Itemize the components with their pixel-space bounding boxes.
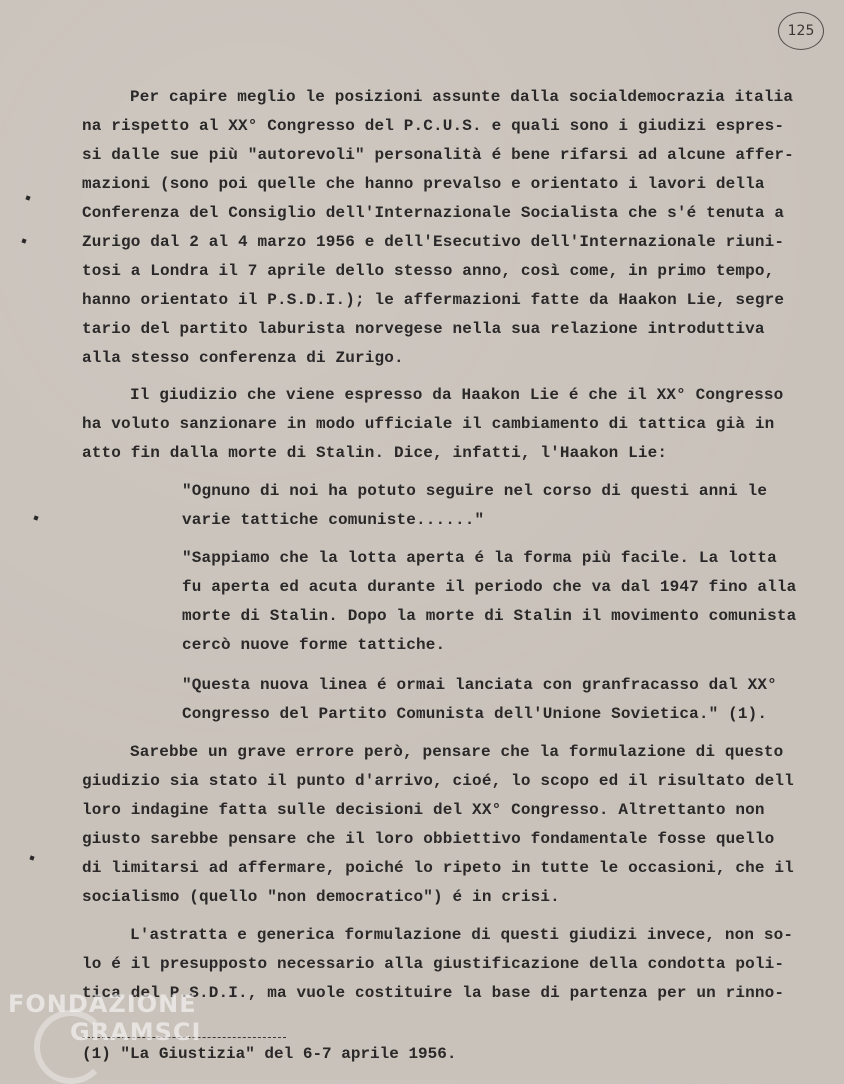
text-line: lo é il presupposto necessario alla giustificazione della condotta poli- xyxy=(82,955,785,973)
text-line: loro indagine fatta sulle decisioni del XX° Congresso. Altrettanto non xyxy=(82,801,765,819)
text-line: giusto sarebbe pensare che il loro obbiettivo fondamentale fosse quello xyxy=(82,830,775,848)
quote-line: "Sappiamo che la lotta aperta é la forma più facile. La lotta xyxy=(182,549,777,567)
page-number: 125 xyxy=(778,12,824,50)
text-line: mazioni (sono poi quelle che hanno prevalso e orientato i lavori della xyxy=(82,175,765,193)
text-line: Per capire meglio le posizioni assunte dalla socialdemocrazia italia xyxy=(130,88,794,106)
watermark-line: GRAMSCI xyxy=(70,1018,202,1046)
text-line: di limitarsi ad affermare, poiché lo ripeto in tutte le occasioni, che il xyxy=(82,859,794,877)
text-line: atto fin dalla morte di Stalin. Dice, infatti, l'Haakon Lie: xyxy=(82,444,668,462)
quote-line: cercò nuove forme tattiche. xyxy=(182,636,446,654)
margin-mark xyxy=(21,238,26,243)
margin-mark xyxy=(33,515,38,520)
quote-line: fu aperta ed acuta durante il periodo che va dal 1947 fino alla xyxy=(182,578,797,596)
footnote-rule xyxy=(82,1037,286,1038)
quote-line: "Questa nuova linea é ormai lanciata con granfracasso dal XX° xyxy=(182,676,777,694)
text-line: alla stesso conferenza di Zurigo. xyxy=(82,349,404,367)
text-line: hanno orientato il P.S.D.I.); le affermazioni fatte da Haakon Lie, segre xyxy=(82,291,785,309)
quote-line: varie tattiche comuniste......" xyxy=(182,511,485,529)
text-line: Sarebbe un grave errore però, pensare che la formulazione di questo xyxy=(130,743,784,761)
text-line: tica del P.S.D.I., ma vuole costituire la base di partenza per un rinno- xyxy=(82,984,785,1002)
text-line: ha voluto sanzionare in modo ufficiale il cambiamento di tattica già in xyxy=(82,415,775,433)
text-line: na rispetto al XX° Congresso del P.C.U.S. e quali sono i giudizi espres- xyxy=(82,117,785,135)
text-line: tario del partito laburista norvegese nella sua relazione introduttiva xyxy=(82,320,765,338)
text-line: Conferenza del Consiglio dell'Internazionale Socialista che s'é tenuta a xyxy=(82,204,785,222)
text-line: si dalle sue più "autorevoli" personalità é bene rifarsi ad alcune affer- xyxy=(82,146,794,164)
text-line: L'astratta e generica formulazione di questi giudizi invece, non so- xyxy=(130,926,794,944)
text-line: giudizio sia stato il punto d'arrivo, cioé, lo scopo ed il risultato dell xyxy=(82,772,794,790)
footnote: (1) "La Giustizia" del 6-7 aprile 1956. xyxy=(82,1045,457,1063)
quote-line: Congresso del Partito Comunista dell'Unione Sovietica." (1). xyxy=(182,705,768,723)
text-line: socialismo (quello "non democratico") é in crisi. xyxy=(82,888,560,906)
quote-line: morte di Stalin. Dopo la morte di Stalin il movimento comunista xyxy=(182,607,797,625)
text-line: Zurigo dal 2 al 4 marzo 1956 e dell'Esecutivo dell'Internazionale riuni- xyxy=(82,233,785,251)
quote-line: "Ognuno di noi ha potuto seguire nel corso di questi anni le xyxy=(182,482,768,500)
margin-mark xyxy=(29,855,34,860)
text-line: Il giudizio che viene espresso da Haakon Lie é che il XX° Congresso xyxy=(130,386,784,404)
text-line: tosi a Londra il 7 aprile dello stesso anno, così come, in primo tempo, xyxy=(82,262,775,280)
margin-mark xyxy=(25,195,30,200)
watermark-line: FONDAZIONE xyxy=(8,990,197,1018)
